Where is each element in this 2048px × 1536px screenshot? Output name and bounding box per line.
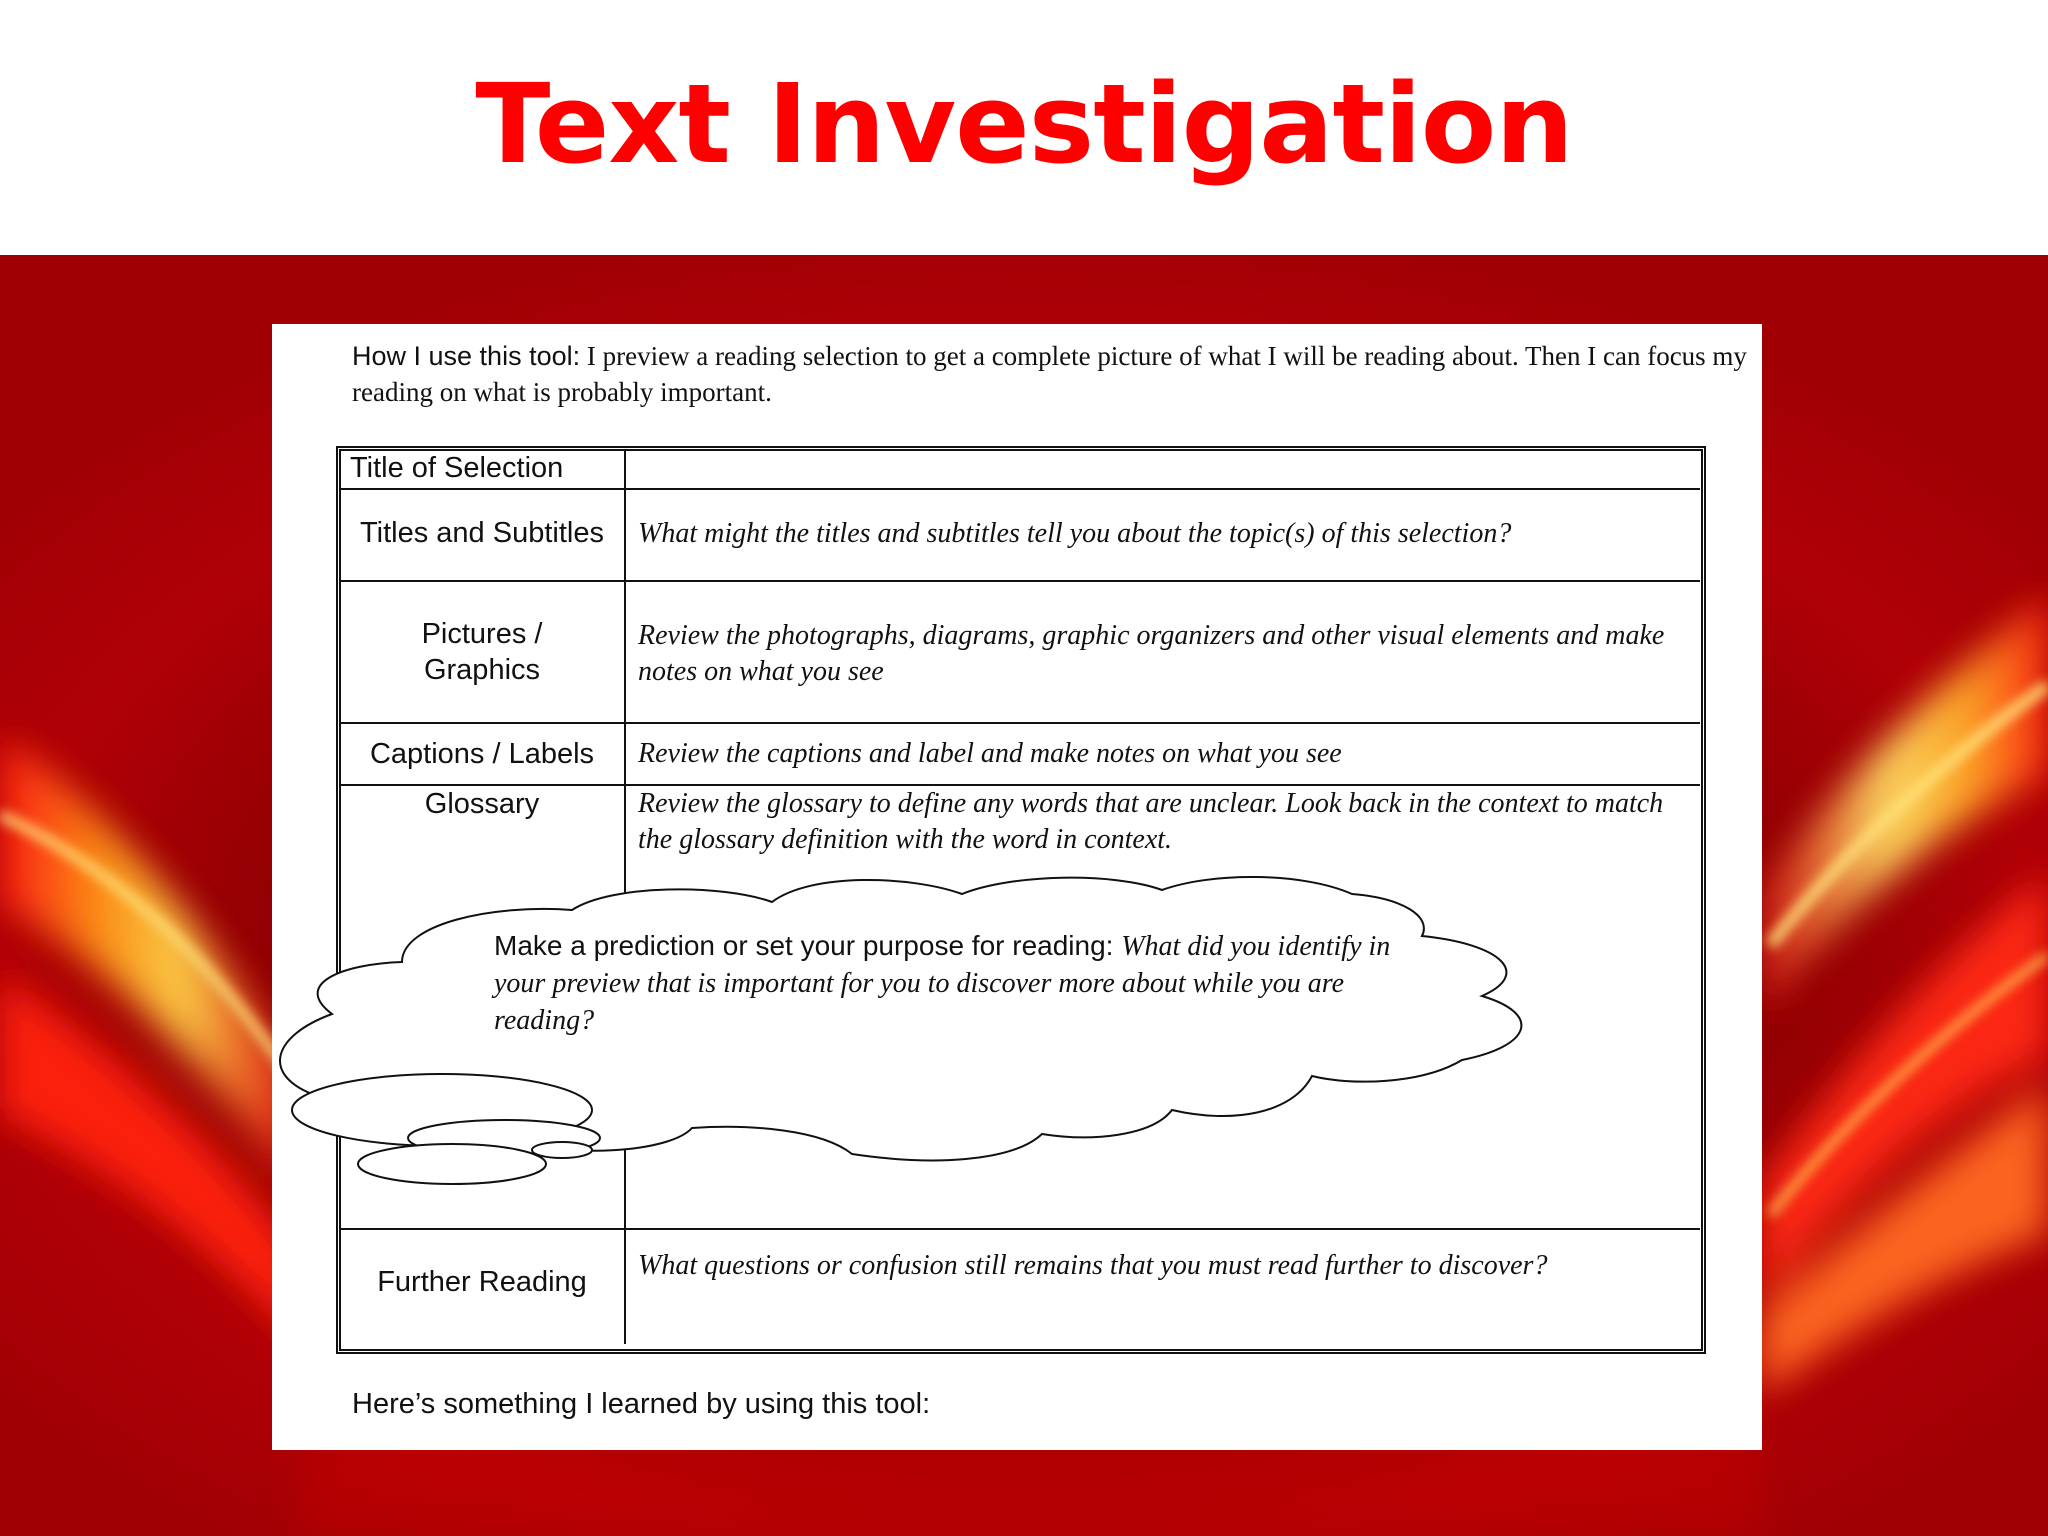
row-label-captions-labels: Captions / Labels <box>369 738 595 770</box>
cloud-lead: Make a prediction or set your purpose for reading: <box>494 930 1114 961</box>
row-label-pictures-graphics: Pictures / Graphics <box>421 618 543 686</box>
intro-text: I preview a reading selection to get a complete picture of what I will be reading about. Then I can focus my reading on what is probably important. <box>352 341 1747 407</box>
row-label-title-of-selection: Title of Selection <box>350 452 564 484</box>
thought-cloud-shape <box>272 324 1762 1450</box>
learned-line: Here’s something I learned by using this tool: <box>352 1388 931 1420</box>
row-label-further-reading: Further Reading <box>377 1266 587 1298</box>
cloud-question: What did you identify in your preview that is important for you to discover more about while you are reading? <box>494 931 1391 1036</box>
slide-title: Text Investigation <box>475 60 1573 188</box>
row-prompt-glossary[interactable]: Review the glossary to define any words that are unclear. Look back in the context to match the glossary definition with the word in context. <box>638 788 1664 855</box>
worksheet-page <box>272 324 1762 1450</box>
intro-lead: How I use this tool: <box>352 341 581 371</box>
row-prompt-titles-subtitles[interactable]: What might the titles and subtitles tell you about the topic(s) of this selection? <box>638 518 1512 549</box>
row-label-glossary: Glossary <box>424 788 540 820</box>
title-band <box>0 0 2048 255</box>
row-prompt-captions-labels[interactable]: Review the captions and label and make notes on what you see <box>638 738 1342 769</box>
row-prompt-pictures-graphics[interactable]: Review the photographs, diagrams, graphic organizers and other visual elements and make notes on what you see <box>638 620 1665 687</box>
cloud-prompt <box>494 928 1434 1039</box>
row-label-titles-subtitles: Titles and Subtitles <box>360 517 604 549</box>
row-prompt-further-reading[interactable]: What questions or confusion still remains that you must read further to discover? <box>638 1250 1548 1281</box>
